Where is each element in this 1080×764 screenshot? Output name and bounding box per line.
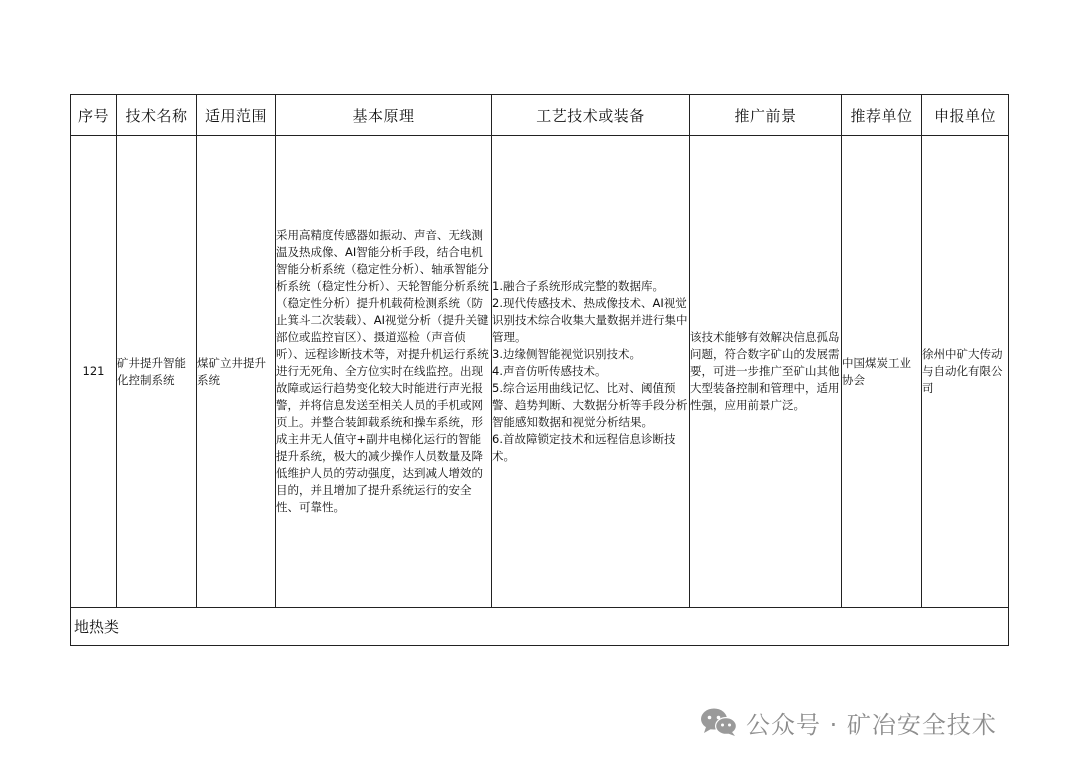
cell-principle: 采用高精度传感器如振动、声音、无线测温及热成像、AI智能分析手段，结合电机智能分析系统（稳定性分析）、轴承智能分析系统（稳定性分析）、天轮智能分析系统（稳定性分析）提升机载荷检测系统（防止箕斗二次装载）、AI视觉分析（提升关键部位或监控盲区）、摄道巡检（声音侦听）、远程诊断技术等，对提升机运行系统进行无死角、全方位实时在线监控。出现故障或运行趋势变化较大时能进行声光报警，并将信息发送至相关人员的手机或网页上。并整合装卸载系统和操车系统，形成主井无人值守+副井电梯化运行的智能提升系统，极大的减少操作人员数量及降低维护人员的劳动强度，达到减人增效的目的，并且增加了提升系统运行的安全性、可靠性。 <box>276 136 492 608</box>
cell-applicant: 徐州中矿大传动与自动化有限公司 <box>922 136 1009 608</box>
header-recommender: 推荐单位 <box>842 95 922 136</box>
category-label: 地热类 <box>71 608 1009 646</box>
cell-recommender: 中国煤炭工业协会 <box>842 136 922 608</box>
technology-table <box>70 94 1009 646</box>
cell-equipment: 1.融合子系统形成完整的数据库。 2.现代传感技术、热成像技术、AI视觉识别技术综合收集大量数据并进行集中管理。 3.边缘侧智能视觉识别技术。 4.声音仿听传感技术。 5.综合运用曲线记忆、比对、阈值预警、趋势判断、大数据分析等手段分析智能感知数据和视觉分析结果。 6.首故障锁定技术和远程信息诊断技术。 <box>492 136 690 608</box>
header-row <box>71 95 1009 136</box>
header-equipment: 工艺技术或装备 <box>492 95 690 136</box>
header-tech-name: 技术名称 <box>117 95 197 136</box>
watermark-text: 公众号 · 矿冶安全技术 <box>746 710 997 739</box>
watermark <box>700 700 997 744</box>
header-principle: 基本原理 <box>276 95 492 136</box>
wechat-icon <box>700 707 738 737</box>
header-prospect: 推广前景 <box>690 95 842 136</box>
header-number: 序号 <box>71 95 117 136</box>
category-row <box>71 608 1009 646</box>
cell-prospect: 该技术能够有效解决信息孤岛问题，符合数字矿山的发展需要，可进一步推广至矿山其他大型装备控制和管理中，适用性强，应用前景广泛。 <box>690 136 842 608</box>
cell-tech-name: 矿井提升智能化控制系统 <box>117 136 197 608</box>
cell-number: 121 <box>71 136 117 608</box>
cell-scope: 煤矿立井提升系统 <box>197 136 276 608</box>
header-scope: 适用范围 <box>197 95 276 136</box>
table-row <box>71 136 1009 608</box>
header-applicant: 申报单位 <box>922 95 1009 136</box>
